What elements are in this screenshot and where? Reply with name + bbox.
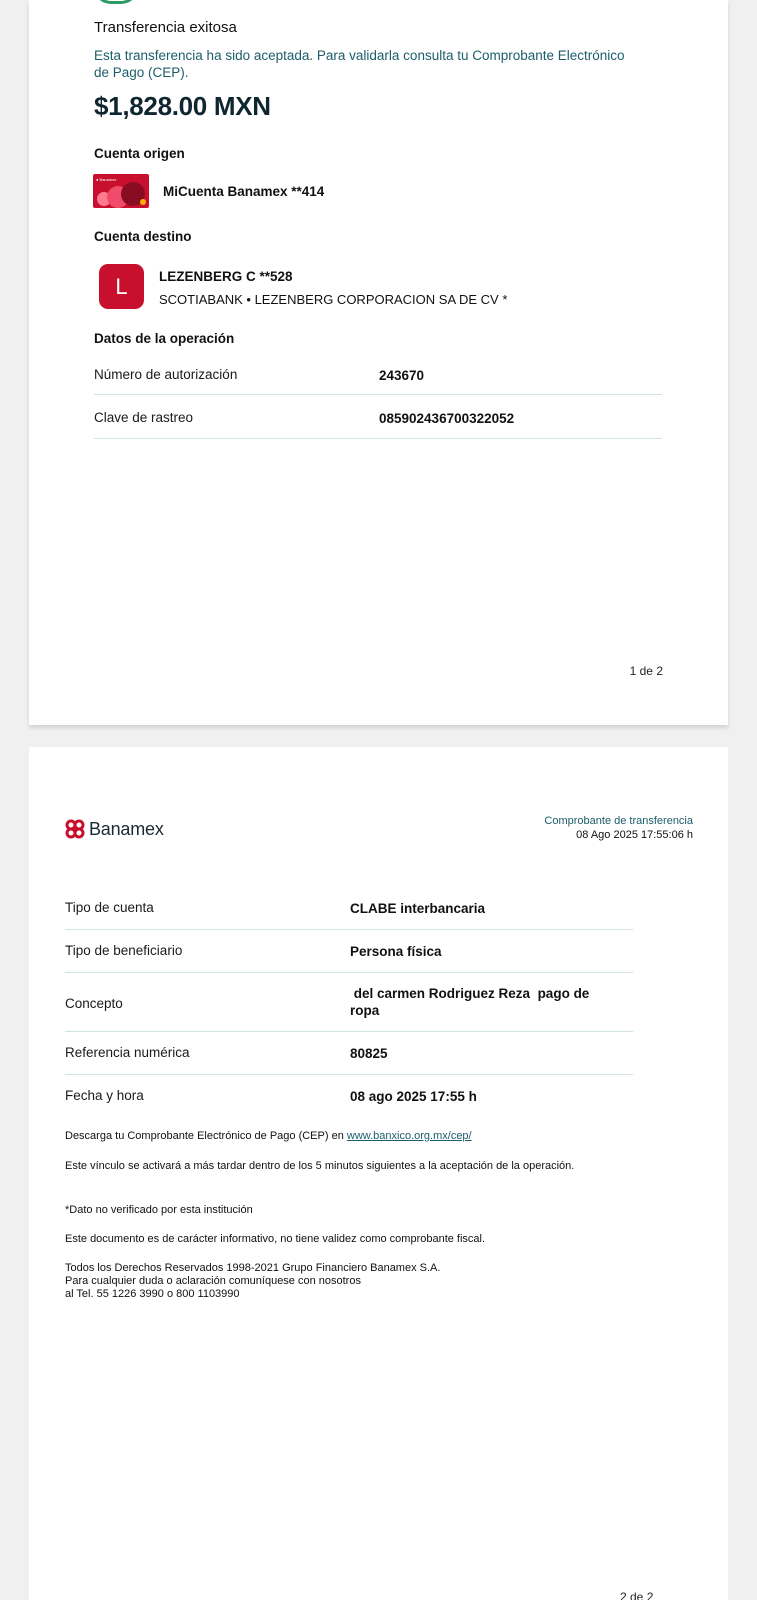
- row-value: Persona física: [350, 944, 442, 959]
- receipt-title: Comprobante de transferencia: [544, 815, 693, 827]
- transfer-amount: $1,828.00 MXN: [94, 91, 271, 121]
- row-value: 08 ago 2025 17:55 h: [350, 1089, 477, 1104]
- destination-bank: SCOTIABANK • LEZENBERG CORPORACION SA DE CV *: [159, 292, 508, 307]
- table-row: [65, 887, 633, 930]
- status-title: Transferencia exitosa: [94, 19, 237, 36]
- row-value: del carmen Rodriguez Reza pago de ropa: [350, 986, 594, 1018]
- link-activation-note: Este vínculo se activará a más tardar dentro de los 5 minutos siguientes a la aceptación de la operación.: [65, 1160, 575, 1172]
- destination-account: LEZENBERG C **528: [159, 269, 293, 284]
- origin-account: MiCuenta Banamex **414: [163, 184, 325, 199]
- unverified-note: *Dato no verificado por esta institución: [65, 1204, 253, 1216]
- receipt-page-2: [29, 747, 728, 1600]
- banamex-logo-icon: [64, 818, 86, 840]
- row-label: Fecha y hora: [65, 1088, 144, 1103]
- success-check-icon: [93, 0, 139, 4]
- row-label: Número de autorización: [94, 367, 238, 382]
- row-label: Clave de rastreo: [94, 410, 194, 425]
- status-description: Esta transferencia ha sido aceptada. Para validarla consulta tu Comprobante Electrónico de Pago (CEP).: [94, 48, 625, 80]
- table-row: [65, 973, 633, 1032]
- table-row: [65, 1032, 633, 1075]
- avatar: L: [99, 264, 144, 309]
- receipt-page-1: [29, 0, 728, 725]
- page-number: 2 de 2: [620, 1590, 654, 1600]
- row-value: CLABE interbancaria: [350, 901, 486, 916]
- receipt-header: [544, 814, 693, 842]
- cep-download-text: Descarga tu Comprobante Electrónico de Pago (CEP) en: [65, 1130, 344, 1142]
- rights-line-2: Para cualquier duda o aclaración comuníquese con nosotros: [65, 1275, 361, 1287]
- card-image: ● Banamex: [93, 174, 149, 208]
- tracking-key: 085902436700322052: [379, 411, 515, 426]
- table-row: [65, 1075, 633, 1118]
- table-row: [94, 352, 662, 395]
- informative-note: Este documento es de carácter informativo, no tiene validez como comprobante fiscal.: [65, 1233, 486, 1245]
- rights-line-3: al Tel. 55 1226 3990 o 800 1103990: [65, 1288, 240, 1300]
- row-label: Tipo de cuenta: [65, 900, 154, 915]
- row-label: Tipo de beneficiario: [65, 943, 183, 958]
- cep-link[interactable]: www.banxico.org.mx/cep/: [346, 1130, 472, 1142]
- cep-download-note: [65, 1130, 625, 1142]
- row-label: Concepto: [65, 996, 123, 1011]
- receipt-date: 08 Ago 2025 17:55:06 h: [576, 829, 693, 841]
- table-row: [65, 930, 633, 973]
- authorization-number: 243670: [379, 368, 425, 383]
- operation-heading: Datos de la operación: [94, 331, 235, 346]
- table-row: [94, 395, 662, 439]
- destination-heading: Cuenta destino: [94, 229, 192, 244]
- banamex-logo: [64, 818, 164, 840]
- banamex-logo-text: Banamex: [89, 818, 164, 839]
- rights-line-1: Todos los Derechos Reservados 1998-2021 Grupo Financiero Banamex S.A.: [65, 1262, 441, 1274]
- page-number: 1 de 2: [629, 664, 663, 678]
- row-label: Referencia numérica: [65, 1045, 190, 1060]
- origin-heading: Cuenta origen: [94, 146, 185, 161]
- row-value: 80825: [350, 1046, 388, 1061]
